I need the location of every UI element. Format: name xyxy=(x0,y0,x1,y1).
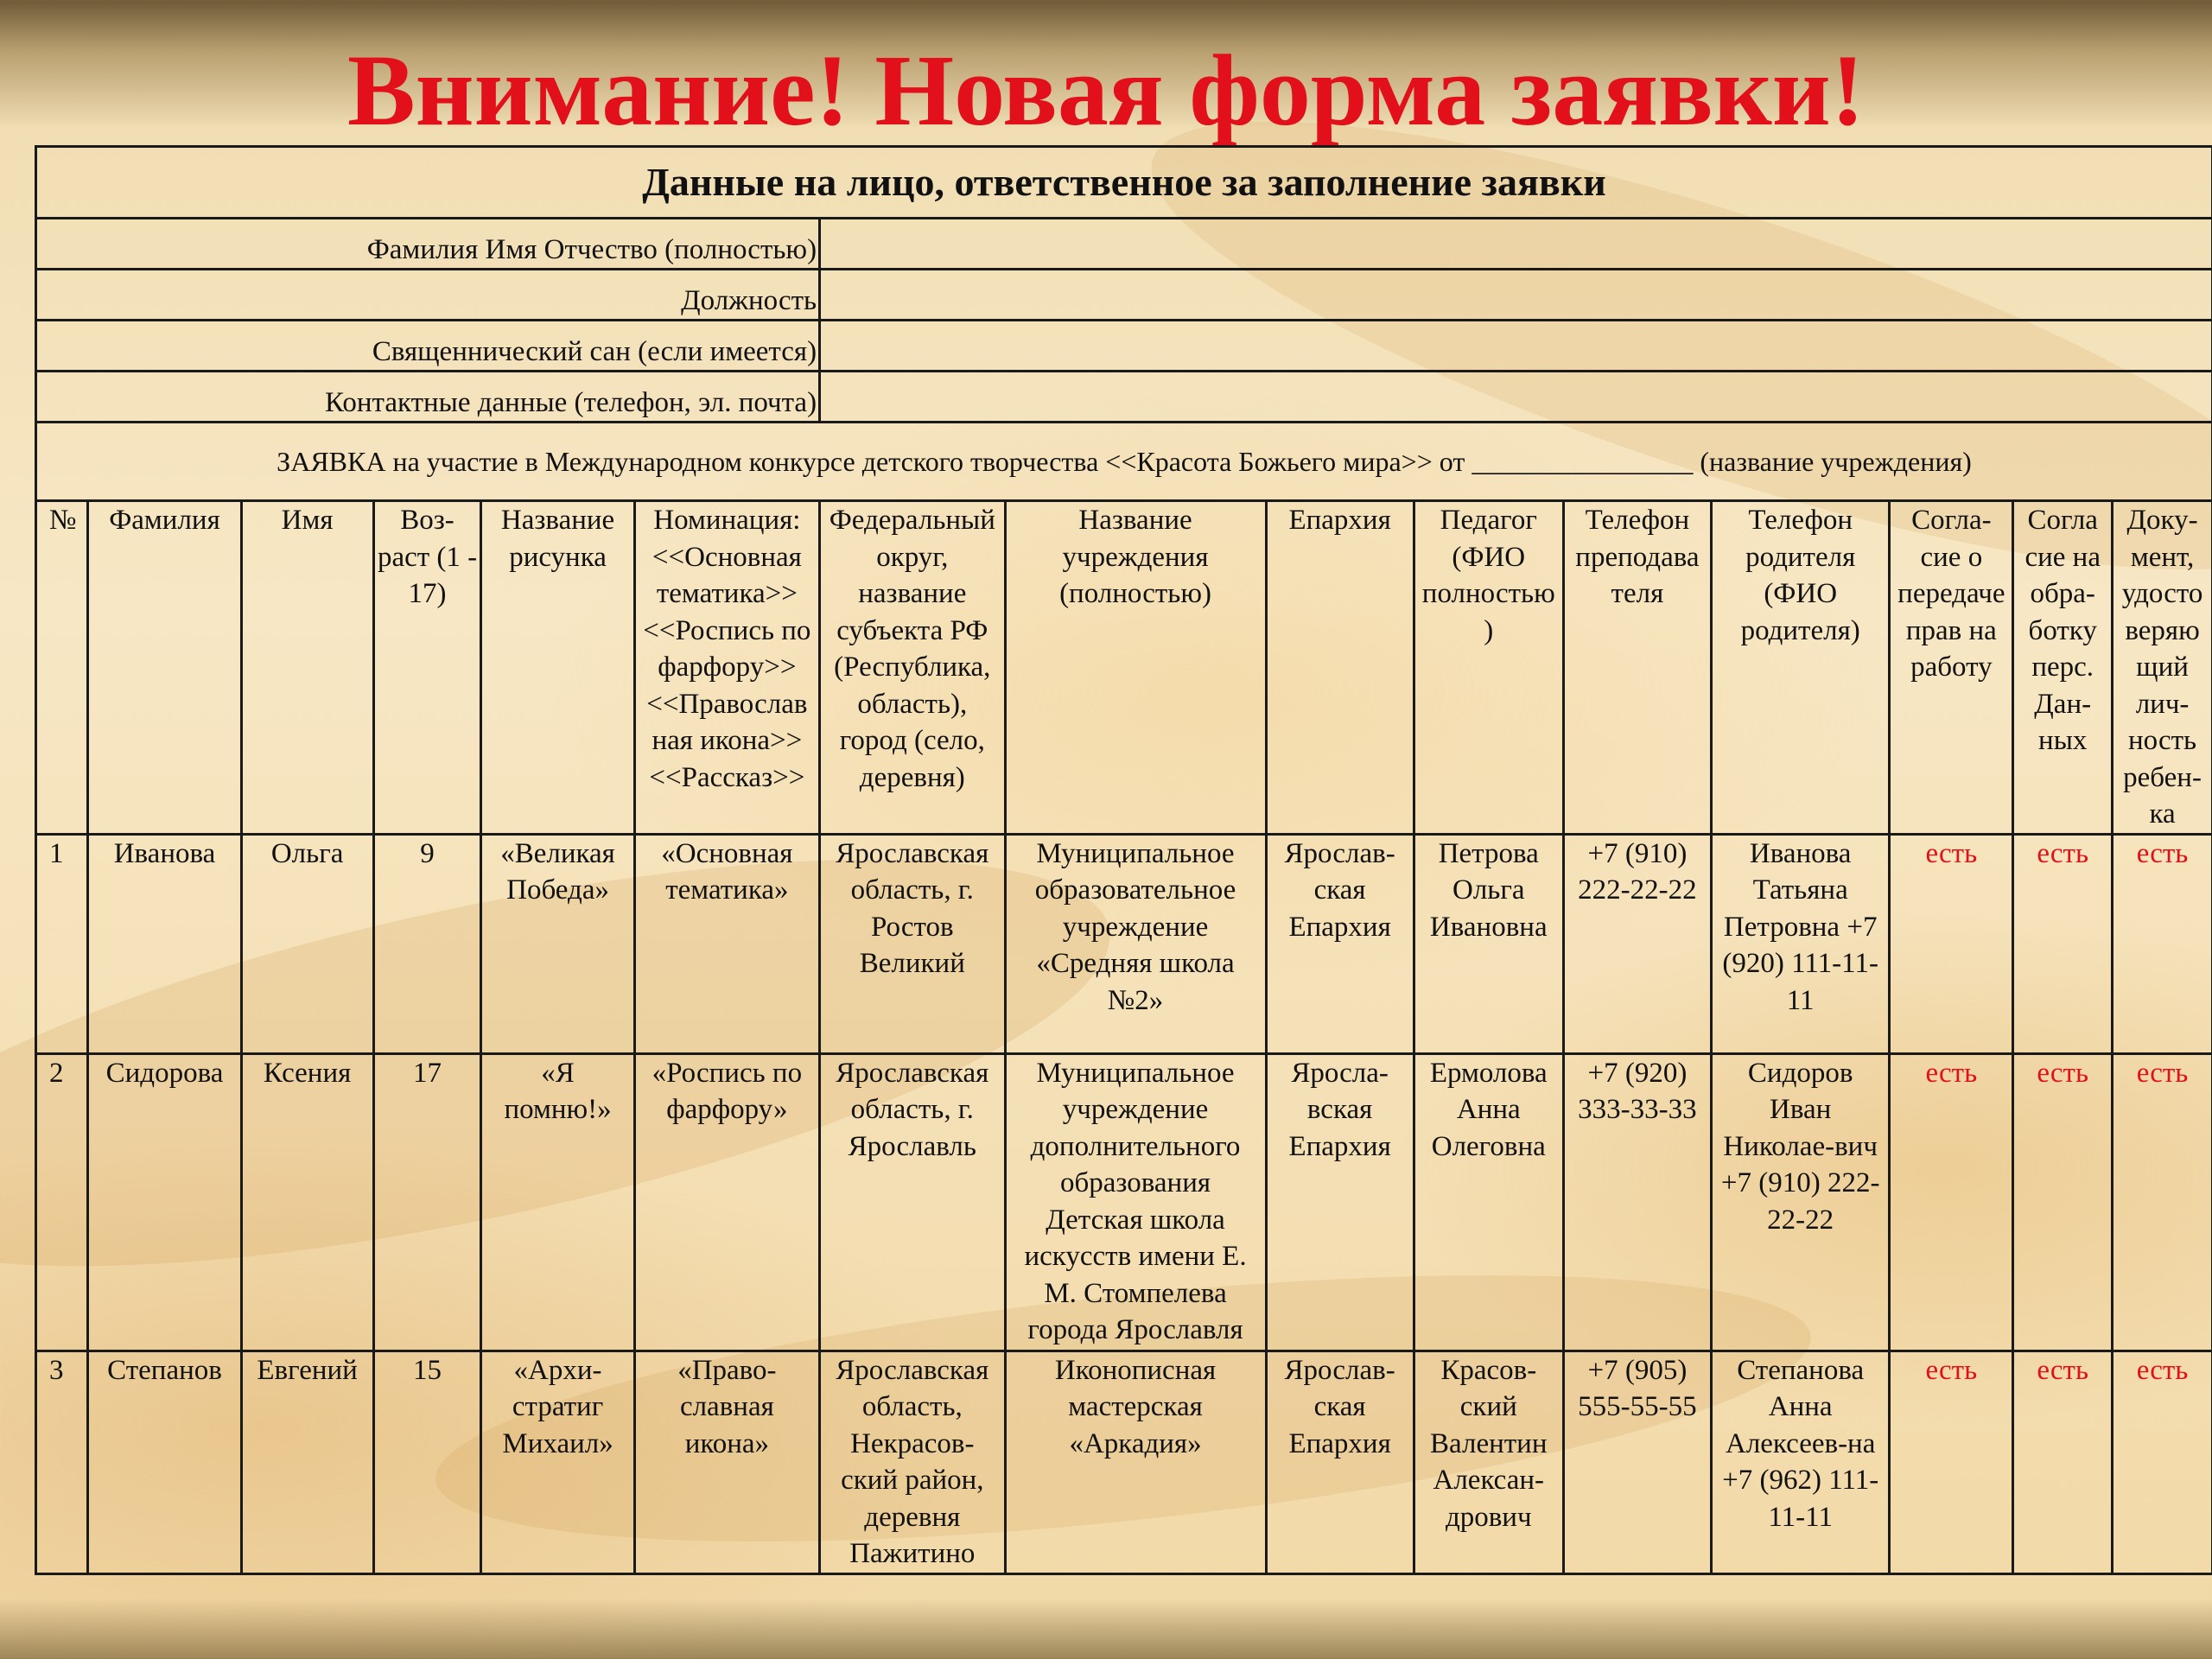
table-cell: +7 (905) 555-55-55 xyxy=(1563,1351,1711,1573)
table-cell: Иванова Татьяна Петровна +7 (920) 111-11-11 xyxy=(1711,834,1889,1053)
column-header: Согла-сие о передаче прав на работу xyxy=(1890,501,2013,835)
column-header: Название учреждения (полностью) xyxy=(1005,501,1266,835)
table-cell: Сидоров Иван Николае-вич +7 (910) 222-22-22 xyxy=(1711,1053,1889,1351)
consent-cell: есть xyxy=(2113,1351,2212,1573)
table-cell: «Великая Победа» xyxy=(481,834,634,1053)
position-label: Должность xyxy=(36,270,820,321)
table-cell: «Право-славная икона» xyxy=(634,1351,819,1573)
table-cell: 1 xyxy=(36,834,88,1053)
table-cell: Евгений xyxy=(241,1351,373,1573)
application-form-table xyxy=(35,145,2212,1575)
table-cell: «Роспись по фарфору» xyxy=(634,1053,819,1351)
contact-data-field[interactable] xyxy=(820,372,2212,423)
table-cell: Муниципальное учреждение дополнительного образования Детская школа искусств имени Е. М. Стомпелева города Ярославля xyxy=(1005,1053,1266,1351)
table-cell: Муниципальное образовательное учреждение «Средняя школа №2» xyxy=(1005,834,1266,1053)
column-header: Имя xyxy=(241,501,373,835)
table-cell: Ярославская область, г. Ярославль xyxy=(820,1053,1005,1351)
table-cell: Ярославская область, г. Ростов Великий xyxy=(820,834,1005,1053)
position-field[interactable] xyxy=(820,270,2212,321)
table-cell: 9 xyxy=(373,834,481,1053)
consent-cell: есть xyxy=(2013,1351,2113,1573)
application-line: ЗАЯВКА на участие в Международном конкурсе детского творчества <<Красота Божьего мира>> от ________________ (название учреждения) xyxy=(36,423,2212,501)
column-header-row xyxy=(36,501,2212,835)
column-header: Название рисунка xyxy=(481,501,634,835)
consent-cell: есть xyxy=(2013,834,2113,1053)
table-cell: Ермолова Анна Олеговна xyxy=(1414,1053,1563,1351)
column-header: Педагог (ФИО полностью ) xyxy=(1414,501,1563,835)
table-cell: Ярослав-ская Епархия xyxy=(1266,834,1414,1053)
table-cell: Ярославская область, Некрасов-ский район, деревня Пажитино xyxy=(820,1351,1005,1573)
table-cell: «Я помню!» xyxy=(481,1053,634,1351)
table-cell: Красов-ский Валентин Алексан-дрович xyxy=(1414,1351,1563,1573)
table-cell: Яросла-вская Епархия xyxy=(1266,1053,1414,1351)
table-cell: +7 (910) 222-22-22 xyxy=(1563,834,1711,1053)
table-cell: «Основная тематика» xyxy=(634,834,819,1053)
table-cell: 15 xyxy=(373,1351,481,1573)
full-name-field[interactable] xyxy=(820,219,2212,270)
table-cell: Ярослав-ская Епархия xyxy=(1266,1351,1414,1573)
consent-cell: есть xyxy=(2013,1053,2113,1351)
column-header: Федеральный округ, название субъекта РФ (Республика, область), город (село, деревня) xyxy=(820,501,1005,835)
responsible-section-heading: Данные на лицо, ответственное за заполнение заявки xyxy=(36,147,2212,219)
consent-cell: есть xyxy=(2113,1053,2212,1351)
table-cell: Сидорова xyxy=(88,1053,241,1351)
consent-cell: есть xyxy=(1890,1351,2013,1573)
column-header: Доку-мент, удосто веряю щий лич-ность ребен-ка xyxy=(2113,501,2212,835)
contact-data-label: Контактные данные (телефон, эл. почта) xyxy=(36,372,820,423)
table-cell: 2 xyxy=(36,1053,88,1351)
table-cell: Степанов xyxy=(88,1351,241,1573)
table-cell: Ксения xyxy=(241,1053,373,1351)
table-cell: 17 xyxy=(373,1053,481,1351)
table-row xyxy=(36,1351,2212,1573)
consent-cell: есть xyxy=(2113,834,2212,1053)
table-cell: +7 (920) 333-33-33 xyxy=(1563,1053,1711,1351)
column-header: Епархия xyxy=(1266,501,1414,835)
clergy-rank-field[interactable] xyxy=(820,321,2212,372)
column-header: Телефон преподава теля xyxy=(1563,501,1711,835)
consent-cell: есть xyxy=(1890,1053,2013,1351)
column-header: Номинация: <<Основная тематика>> <<Роспись по фарфору>> <<Православ ная икона>> <<Рассказ>> xyxy=(634,501,819,835)
column-header: Телефон родителя (ФИО родителя) xyxy=(1711,501,1889,835)
table-cell: «Архи-стратиг Михаил» xyxy=(481,1351,634,1573)
column-header: Согла сие на обра-ботку перс. Дан-ных xyxy=(2013,501,2113,835)
table-cell: Петрова Ольга Ивановна xyxy=(1414,834,1563,1053)
column-header: Фамилия xyxy=(88,501,241,835)
table-row xyxy=(36,1053,2212,1351)
table-cell: Иконописная мастерская «Аркадия» xyxy=(1005,1351,1266,1573)
clergy-rank-label: Священнический сан (если имеется) xyxy=(36,321,820,372)
table-row xyxy=(36,834,2212,1053)
table-cell: Степанова Анна Алексеев-на +7 (962) 111-11-11 xyxy=(1711,1351,1889,1573)
column-header: Воз-раст (1 - 17) xyxy=(373,501,481,835)
full-name-label: Фамилия Имя Отчество (полностью) xyxy=(36,219,820,270)
consent-cell: есть xyxy=(1890,834,2013,1053)
table-cell: 3 xyxy=(36,1351,88,1573)
table-cell: Иванова xyxy=(88,834,241,1053)
table-cell: Ольга xyxy=(241,834,373,1053)
column-header: № xyxy=(36,501,88,835)
page-title: Внимание! Новая форма заявки! xyxy=(346,34,1866,147)
